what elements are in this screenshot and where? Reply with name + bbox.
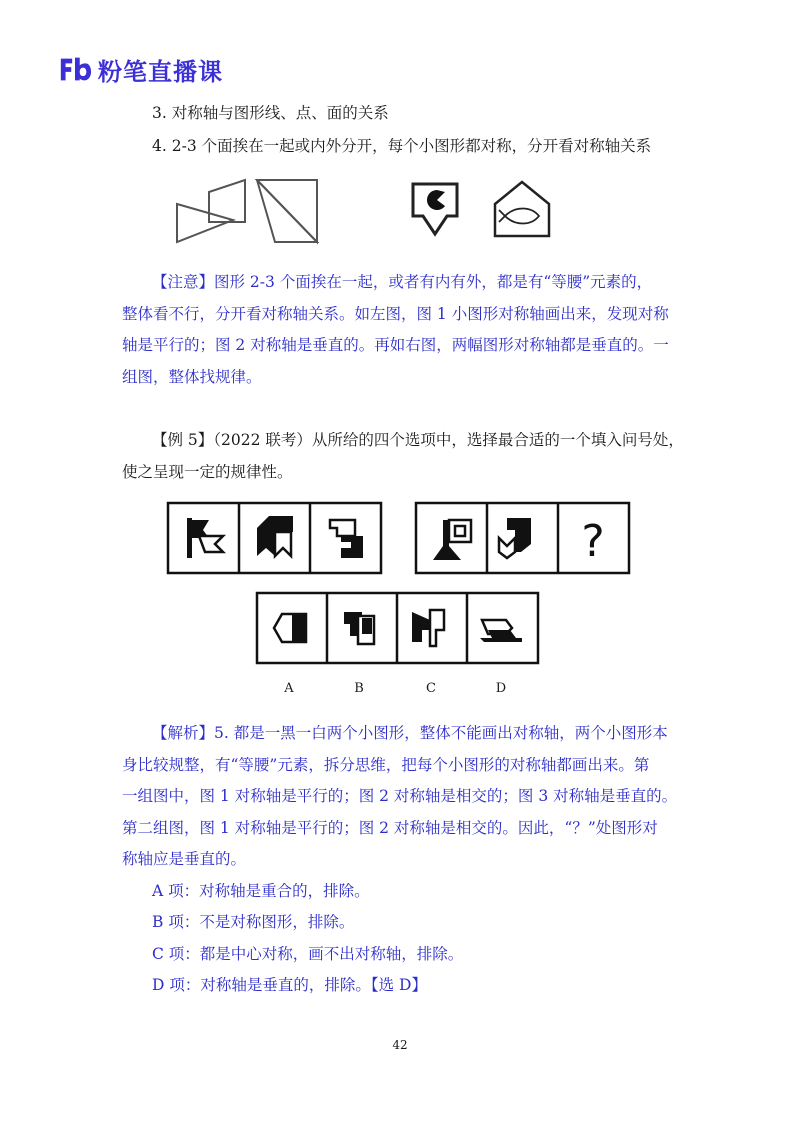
note-line: 【注意】图形 2-3 个面挨在一起，或者有内有外，都是有“等腰”元素的， xyxy=(152,273,653,291)
option-label-a: A xyxy=(284,681,294,696)
example-prompt xyxy=(122,425,692,488)
figure-house-fish xyxy=(495,182,549,236)
q-cell-5-shape xyxy=(499,518,531,558)
analysis-option-c: C 项：都是中心对称，画不出对称轴，排除。 xyxy=(152,944,464,963)
figure-square-triangle xyxy=(257,180,317,242)
fb-logo-icon xyxy=(58,54,92,84)
question-mark: ? xyxy=(581,516,605,567)
note-line: 组图，整体找规律。 xyxy=(122,367,262,386)
option-a-shape xyxy=(274,614,306,642)
option-c-shape xyxy=(412,610,444,646)
example-line: 【例 5】（2022 联考）从所给的四个选项中，选择最合适的一个填入问号处， xyxy=(152,431,684,449)
option-d-shape xyxy=(480,620,522,642)
q-cell-1-flag xyxy=(187,518,223,558)
analysis-paragraph xyxy=(122,718,692,1002)
option-label-c: C xyxy=(426,681,436,696)
figure-triangle-trapezoid xyxy=(177,180,245,242)
note-paragraph xyxy=(122,267,682,393)
analysis-option-b: B 项：不是对称图形，排除。 xyxy=(152,913,355,931)
item-4-text: 4. 2-3 个面挨在一起或内外分开，每个小图形都对称，分开看对称轴关系 xyxy=(152,137,652,155)
item-3-text: 3. 对称轴与图形线、点、面的关系 xyxy=(152,104,389,122)
note-line: 整体看不行，分开看对称轴关系。如左图，图 1 小图形对称轴画出来，发现对称 xyxy=(122,304,669,323)
symmetry-example-figures xyxy=(165,172,565,252)
option-b-shape xyxy=(344,612,374,644)
analysis-line: 【解析】5. 都是一黑一白两个小图形，整体不能画出对称轴，两个小图形本 xyxy=(152,724,668,742)
page-number: 42 xyxy=(392,1038,408,1052)
example-line: 使之呈现一定的规律性。 xyxy=(122,462,293,481)
note-line: 轴是平行的；图 2 对称轴是垂直的。再如右图，两幅图形对称轴都是垂直的。一 xyxy=(122,336,669,354)
q-cell-2-shape xyxy=(257,516,293,556)
analysis-line: 称轴应是垂直的。 xyxy=(122,850,247,868)
figure-arrow-pacman xyxy=(413,184,457,234)
q-cell-4-shape xyxy=(433,520,471,560)
analysis-line: 一组图中，图 1 对称轴是平行的；图 2 对称轴是相交的；图 3 对称轴是垂直的。 xyxy=(122,787,678,805)
option-label-b: B xyxy=(354,681,364,696)
analysis-option-a: A 项：对称轴是重合的，排除。 xyxy=(152,881,370,900)
option-label-d: D xyxy=(495,681,507,696)
brand-logo xyxy=(58,52,223,86)
options-figure xyxy=(254,590,544,666)
analysis-line: 第二组图，图 1 对称轴是平行的；图 2 对称轴是相交的。因此，“？”处图形对 xyxy=(122,818,658,837)
analysis-option-d: D 项：对称轴是垂直的，排除。【选 D】 xyxy=(152,976,427,994)
analysis-line: 身比较规整，有“等腰”元素，拆分思维，把每个小图形的对称轴都画出来。第 xyxy=(122,755,650,774)
brand-name: 粉笔直播课 xyxy=(98,57,223,86)
q-cell-3-shape xyxy=(330,520,363,558)
question-figure xyxy=(165,500,635,576)
